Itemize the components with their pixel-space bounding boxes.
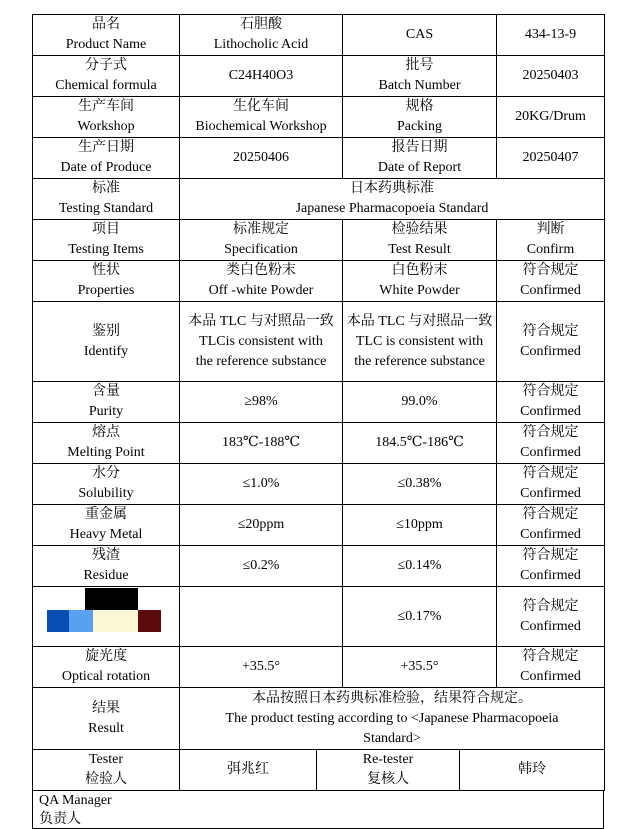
- value-tester: 弭兆红: [180, 750, 317, 791]
- spec-cell: ≤0.2%: [180, 546, 343, 587]
- qa-manager-en: QA Manager: [39, 793, 112, 808]
- spec-cell: ≤1.0%: [180, 464, 343, 505]
- redaction-block: [33, 588, 179, 646]
- result-cell: +35.5°: [343, 647, 497, 688]
- label-standard: 标准 Testing Standard: [33, 179, 180, 220]
- confirm-cell: 符合规定 Confirmed: [497, 505, 605, 546]
- item-residue: 残渣 Residue: [33, 546, 180, 587]
- label-product-name: 品名 Product Name: [33, 15, 180, 56]
- redaction-black: [85, 588, 138, 610]
- value-cas: 434-13-9: [497, 15, 605, 56]
- value-workshop: 生化车间 Biochemical Workshop: [180, 97, 343, 138]
- confirm-cell: 符合规定 Confirmed: [497, 382, 605, 423]
- spec-cell: [180, 587, 343, 647]
- header-spec: 标准规定 Specification: [180, 220, 343, 261]
- spec-cell: 类白色粉末 Off -white Powder: [180, 261, 343, 302]
- confirm-cell: 符合规定 Confirmed: [497, 546, 605, 587]
- confirm-cell: 符合规定 Confirmed: [497, 647, 605, 688]
- spec-cell: ≥98%: [180, 382, 343, 423]
- signature-table: [32, 749, 605, 791]
- row-workshop: [33, 97, 605, 138]
- spec-cell: 183℃-188℃: [180, 423, 343, 464]
- coa-table: [32, 14, 605, 750]
- label-result: 结果 Result: [33, 688, 180, 750]
- spec-cell: ≤20ppm: [180, 505, 343, 546]
- label-formula: 分子式 Chemical formula: [33, 56, 180, 97]
- spec-cell: 本品 TLC 与对照品一致 TLCis consistent with the reference substance: [180, 302, 343, 382]
- row-column-headers: [33, 220, 605, 261]
- result-cell: 白色粉末 White Powder: [343, 261, 497, 302]
- item-purity: 含量 Purity: [33, 382, 180, 423]
- redacted-item-cell: [33, 587, 180, 647]
- table-row: [33, 647, 605, 688]
- label-report-date: 报告日期 Date of Report: [343, 138, 497, 179]
- table-row: [33, 382, 605, 423]
- item-solubility: 水分 Solubility: [33, 464, 180, 505]
- table-row: [33, 587, 605, 647]
- value-retester: 韩玲: [460, 750, 605, 791]
- row-result: [33, 688, 605, 750]
- label-retester: Re-tester 复核人: [317, 750, 460, 791]
- header-item: 项目 Testing Items: [33, 220, 180, 261]
- result-cell: 本品 TLC 与对照品一致 TLC is consistent with the reference substance: [343, 302, 497, 382]
- item-melting-point: 熔点 Melting Point: [33, 423, 180, 464]
- result-cell: 99.0%: [343, 382, 497, 423]
- label-cas: CAS: [343, 15, 497, 56]
- value-report-date: 20250407: [497, 138, 605, 179]
- header-confirm: 判断 Confirm: [497, 220, 605, 261]
- label-tester: Tester 检验人: [33, 750, 180, 791]
- confirm-cell: 符合规定 Confirmed: [497, 423, 605, 464]
- redaction-maroon: [138, 610, 161, 632]
- value-produce-date: 20250406: [180, 138, 343, 179]
- confirm-cell: 符合规定 Confirmed: [497, 464, 605, 505]
- result-cell: ≤0.38%: [343, 464, 497, 505]
- value-product-name: 石胆酸 Lithocholic Acid: [180, 15, 343, 56]
- table-row: [33, 546, 605, 587]
- redaction-cream: [93, 610, 138, 632]
- coa-document: [32, 14, 604, 829]
- redaction-lightblue: [69, 610, 93, 632]
- result-cell: ≤0.14%: [343, 546, 497, 587]
- label-produce-date: 生产日期 Date of Produce: [33, 138, 180, 179]
- row-product: [33, 15, 605, 56]
- table-row: [33, 464, 605, 505]
- result-cell: ≤10ppm: [343, 505, 497, 546]
- result-cell: 184.5℃-186℃: [343, 423, 497, 464]
- label-batch: 批号 Batch Number: [343, 56, 497, 97]
- value-standard: 日本药典标准 Japanese Pharmacopoeia Standard: [180, 179, 605, 220]
- item-identify: 鉴别 Identify: [33, 302, 180, 382]
- result-cell: ≤0.17%: [343, 587, 497, 647]
- table-row: [33, 261, 605, 302]
- table-row: [33, 423, 605, 464]
- row-formula: [33, 56, 605, 97]
- spec-cell: +35.5°: [180, 647, 343, 688]
- item-heavy-metal: 重金属 Heavy Metal: [33, 505, 180, 546]
- header-result: 检验结果 Test Result: [343, 220, 497, 261]
- confirm-cell: 符合规定 Confirmed: [497, 261, 605, 302]
- item-properties: 性状 Properties: [33, 261, 180, 302]
- qa-manager-box: [32, 791, 604, 829]
- value-batch: 20250403: [497, 56, 605, 97]
- value-packing: 20KG/Drum: [497, 97, 605, 138]
- table-row: [33, 505, 605, 546]
- row-signatures: [33, 750, 605, 791]
- label-packing: 规格 Packing: [343, 97, 497, 138]
- confirm-cell: 符合规定 Confirmed: [497, 587, 605, 647]
- confirm-cell: 符合规定 Confirmed: [497, 302, 605, 382]
- item-optical-rotation: 旋光度 Optical rotation: [33, 647, 180, 688]
- label-workshop: 生产车间 Workshop: [33, 97, 180, 138]
- row-standard: [33, 179, 605, 220]
- table-row: [33, 302, 605, 382]
- value-formula: C24H40O3: [180, 56, 343, 97]
- qa-manager-zh: 负责人: [39, 812, 81, 827]
- value-result: 本品按照日本药典标准检验，结果符合规定。 The product testing according to <Japanese Pharmacopoeia Standard>: [180, 688, 605, 750]
- row-dates: [33, 138, 605, 179]
- redaction-blue: [47, 610, 69, 632]
